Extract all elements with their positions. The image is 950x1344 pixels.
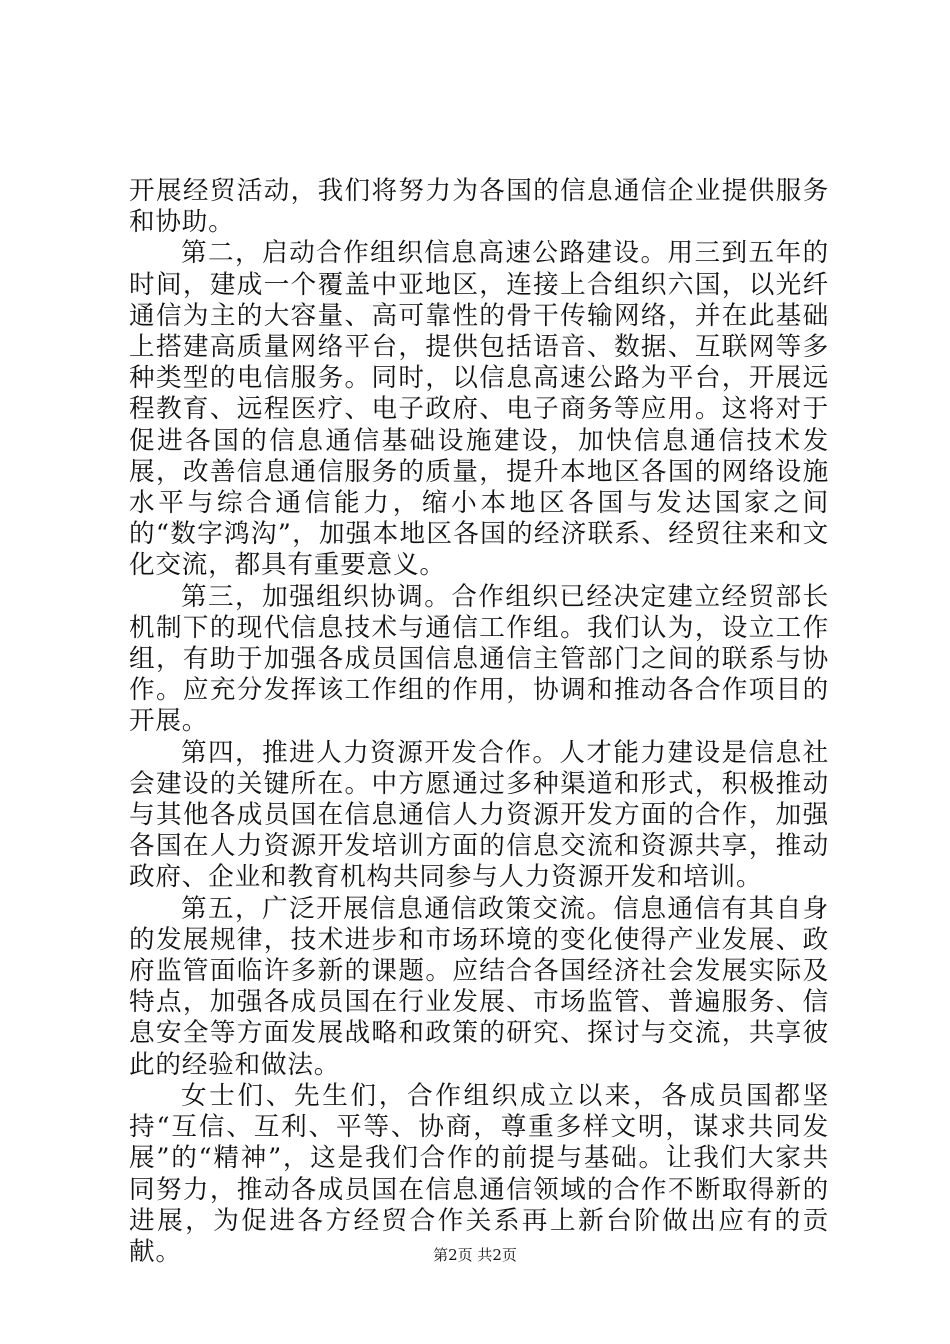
document-body [129, 176, 829, 1268]
paragraph-third-point: 第三，加强组织协调。合作组织已经决定建立经贸部长机制下的现代信息技术与通信工作组。我们认为，设立工作组，有助于加强各成员国信息通信主管部门之间的联系与协作。应充分发挥该工作组的作用，协调和推动各合作项目的开展。 [129, 581, 829, 737]
paragraph-closing: 女士们、先生们，合作组织成立以来，各成员国都坚持“互信、互利、平等、协商，尊重多样文明，谋求共同发展”的“精神”，这是我们合作的前提与基础。让我们大家共同努力，推动各成员国在信息通信领域的合作不断取得新的进展，为促进各方经贸合作关系再上新台阶做出应有的贡献。 [129, 1080, 829, 1267]
page-number-footer: 第2页 共2页 [433, 1246, 517, 1264]
paragraph-fifth-point: 第五，广泛开展信息通信政策交流。信息通信有其自身的发展规律，技术进步和市场环境的变化使得产业发展、政府监管面临许多新的课题。应结合各国经济社会发展实际及特点，加强各成员国在行业发展、市场监管、普遍服务、信息安全等方面发展战略和政策的研究、探讨与交流，共享彼此的经验和做法。 [129, 893, 829, 1080]
paragraph-continuation: 开展经贸活动，我们将努力为各国的信息通信企业提供服务和协助。 [129, 176, 829, 238]
paragraph-fourth-point: 第四，推进人力资源开发合作。人才能力建设是信息社会建设的关键所在。中方愿通过多种渠道和形式，积极推动与其他各成员国在信息通信人力资源开发方面的合作，加强各国在人力资源开发培训方面的信息交流和资源共享，推动政府、企业和教育机构共同参与人力资源开发和培训。 [129, 737, 829, 893]
paragraph-second-point: 第二，启动合作组织信息高速公路建设。用三到五年的时间，建成一个覆盖中亚地区，连接上合组织六国，以光纤通信为主的大容量、高可靠性的骨干传输网络，并在此基础上搭建高质量网络平台，提供包括语音、数据、互联网等多种类型的电信服务。同时，以信息高速公路为平台，开展远程教育、远程医疗、电子政府、电子商务等应用。这将对于促进各国的信息通信基础设施建设，加快信息通信技术发展，改善信息通信服务的质量，提升本地区各国的网络设施水平与综合通信能力，缩小本地区各国与发达国家之间的“数字鸿沟”，加强本地区各国的经济联系、经贸往来和文化交流，都具有重要意义。 [129, 238, 829, 581]
